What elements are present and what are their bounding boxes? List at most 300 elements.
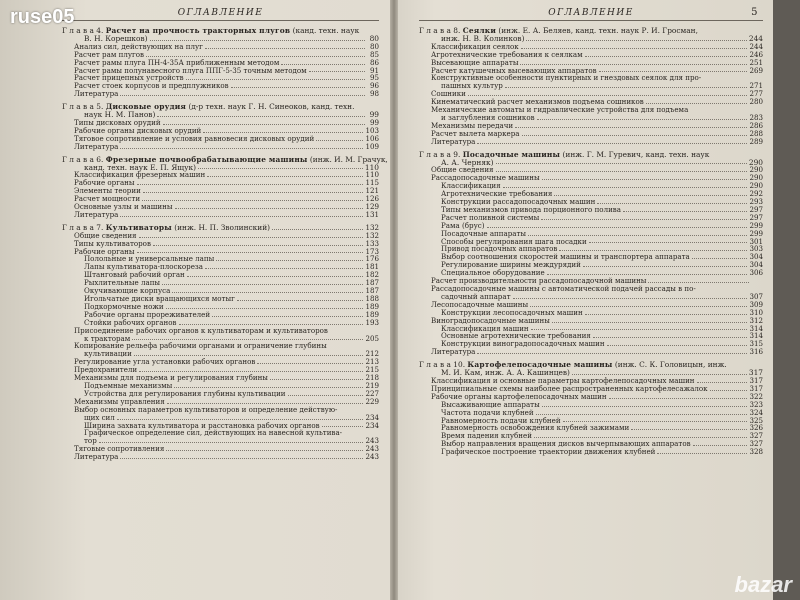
toc-entry [62, 453, 379, 461]
dot-leader [257, 363, 363, 364]
toc-entry-page: 234 [365, 420, 379, 430]
chapter-label: Г л а в а 8. [419, 26, 461, 35]
toc-entry-page: 109 [365, 141, 379, 151]
toc-entry-page: 328 [749, 447, 763, 457]
chapter-label: Г л а в а 4. [62, 26, 104, 35]
toc-entry-cont-page: 307 [749, 291, 763, 301]
toc-entry-page: 133 [365, 238, 379, 248]
toc-entry-page: 243 [365, 452, 379, 462]
chapter-title: Картофелепосадочные машины [467, 360, 613, 370]
toc-entry-text: Штанговый рабочий орган [84, 270, 185, 280]
toc-entry-page: 189 [365, 309, 379, 319]
chapter-authors-cont-text: наук Н. М. Панов) [84, 110, 156, 120]
toc-entry-text: Специальное оборудование [441, 268, 545, 278]
chapter-title: Дисковые орудия [105, 102, 187, 112]
dot-leader [496, 163, 747, 164]
dot-leader [186, 79, 365, 80]
toc-entry-page: 289 [749, 136, 763, 146]
chapter-page: 317 [748, 368, 763, 378]
toc-entry-text: Механизмы передачи [431, 120, 514, 130]
toc-entry-page: 213 [365, 357, 379, 367]
toc-entry-page: 324 [749, 407, 763, 417]
dot-leader [179, 324, 364, 325]
toc-entry [62, 90, 379, 98]
dot-leader [648, 282, 749, 283]
toc-entry-page: 314 [749, 323, 763, 333]
toc-entry-text: Выбор соотношения скоростей машины и транспортера аппарата [441, 252, 690, 262]
chapter-authors-cont-text: инж. Н. В. Колинков) [441, 33, 525, 43]
dot-leader [207, 176, 363, 177]
toc-entry-text: Графическое построение траектории движения клубней [441, 447, 656, 457]
toc-entry-text: Кинематический расчет механизмов подъема сошников [431, 97, 644, 107]
dot-leader [526, 40, 746, 41]
left-page [0, 0, 393, 600]
dot-leader [563, 421, 748, 422]
toc-entry-text: Классификация сеялок [431, 41, 519, 51]
dot-leader [162, 284, 363, 285]
toc-entry-text: Графическое определение сил, действующих на навесной культива- [84, 428, 343, 438]
dot-leader [143, 192, 364, 193]
toc-entry-cont-page: 283 [749, 112, 763, 122]
toc-entry-page: 269 [749, 65, 763, 75]
toc-entry-page: 251 [749, 57, 763, 67]
dot-leader [542, 179, 748, 180]
toc-entry-text: Расчет поливной системы [441, 212, 540, 222]
toc-entry-page: 304 [749, 252, 763, 262]
toc-entry-text: Классификация фрезерных машин [74, 170, 206, 180]
toc-entry-text: Ширина захвата культиватора и расстановка рабочих органов [84, 420, 320, 430]
toc-entry-text: Рабочие органы [74, 178, 135, 188]
dot-leader [583, 266, 748, 267]
dot-leader [589, 242, 748, 243]
dot-leader [139, 237, 364, 238]
toc-entry-page: 316 [749, 347, 763, 357]
dot-leader [597, 203, 747, 204]
toc-entry-page: 297 [749, 212, 763, 222]
chapter-page: 290 [748, 157, 763, 167]
toc-entry-text: Регулирование ширины междурядий [441, 260, 581, 270]
toc-entry-page: 322 [749, 391, 763, 401]
dot-leader [142, 200, 363, 201]
dot-leader [216, 260, 363, 261]
toc-entry-text: Классификация и основные параметры картофелепосадочных машин [431, 375, 695, 385]
toc-entry-text: Устройства для регулирования глубины культивации [84, 388, 286, 398]
toc-entry-page: 299 [749, 220, 763, 230]
dot-leader [205, 268, 363, 269]
dot-leader [134, 355, 364, 356]
toc-entry-text: Привод посадочных аппаратов [441, 244, 558, 254]
dot-leader [316, 140, 363, 141]
book-edge [773, 0, 800, 600]
toc-entry-text: Типы дисковых орудий [74, 117, 161, 127]
dot-leader [585, 56, 748, 57]
dot-leader [281, 64, 365, 65]
toc-entry-text: Элементы теории [74, 186, 141, 196]
dot-leader [646, 103, 748, 104]
dot-leader [657, 453, 747, 454]
watermark-bazar-logo: bazar [734, 572, 792, 597]
chapter-authors: (инж. Н. П. Зволинский) [174, 222, 271, 232]
toc-entry-cont-text: пашных культур [441, 81, 503, 91]
toc-entry-page: 309 [749, 299, 763, 309]
running-head-left [62, 8, 379, 21]
dot-leader [515, 127, 747, 128]
toc-entry-page: 290 [749, 165, 763, 175]
dot-leader [599, 71, 748, 72]
toc-entry-text: Классификация машин [441, 323, 529, 333]
dot-leader [163, 124, 365, 125]
toc-entry-text: Способы регулирования шага посадки [441, 236, 587, 246]
toc-entry-text: Сошники [431, 89, 466, 99]
toc-entry-text: Конструкции рассадопосадочных машин [441, 197, 596, 207]
dot-leader [270, 379, 363, 380]
dot-leader [175, 208, 364, 209]
toc-entry-page: 292 [749, 189, 763, 199]
toc-entry-text: Время падения клубней [441, 431, 532, 441]
toc-entry-page: 277 [749, 89, 763, 99]
toc-entry-text: Агротехнические требования к сеялкам [431, 49, 583, 59]
dot-leader [554, 195, 747, 196]
dot-leader [117, 419, 364, 420]
toc-entry-page: 317 [749, 383, 763, 393]
toc-entry [62, 143, 379, 151]
toc-entry-page: 215 [365, 365, 379, 375]
toc-entry-cont-text: щих сил [84, 412, 115, 422]
toc-entry-text: Расчет рам плугов [74, 49, 144, 59]
dot-leader [309, 71, 365, 72]
toc-entry-page: 80 [369, 41, 379, 51]
dot-leader [272, 229, 363, 230]
toc-left [62, 26, 388, 462]
dot-leader [505, 87, 748, 88]
toc-entry-text: Расчет мощности [74, 194, 141, 204]
dot-leader [468, 95, 748, 96]
toc-entry-page: 312 [749, 315, 763, 325]
dot-leader [552, 322, 748, 323]
toc-entry-text: Литература [431, 347, 476, 357]
dot-leader [623, 211, 747, 212]
toc-entry [419, 138, 763, 146]
dot-leader [477, 143, 747, 144]
chapter-page: 110 [364, 162, 379, 172]
dot-leader [522, 135, 748, 136]
chapter-authors: (инж. Г. М. Гуревич, канд. техн. наук [562, 149, 710, 159]
dot-leader [547, 274, 748, 275]
toc-entry-page: 85 [369, 49, 379, 59]
dot-leader [631, 429, 747, 430]
dot-leader [99, 442, 364, 443]
dot-leader [198, 168, 363, 169]
toc-entry-page: 121 [365, 186, 379, 196]
dot-leader [537, 119, 748, 120]
dot-leader [132, 339, 363, 340]
toc-entry-text: Лапы культиватора-плоскореза [84, 262, 204, 272]
toc-entry-text: Расчет вылета маркера [431, 128, 520, 138]
toc-entry-text: Рабочие органы [74, 246, 135, 256]
dot-leader [710, 390, 748, 391]
toc-entry-page: 129 [365, 202, 379, 212]
dot-leader [157, 116, 365, 117]
toc-entry [419, 448, 763, 456]
dot-leader [528, 235, 747, 236]
chapter-label: Г л а в а 5. [62, 102, 104, 112]
dot-leader [697, 382, 748, 383]
toc-entry-page: 243 [365, 444, 379, 454]
chapter-title: Сеялки [462, 26, 497, 35]
chapter-authors: (инж. С. К. Головицын, инж. [614, 360, 727, 370]
dot-leader [212, 316, 363, 317]
toc-entry-page: 299 [749, 228, 763, 238]
toc-entry-page: 286 [749, 120, 763, 130]
running-head-right [419, 8, 763, 21]
toc-entry-page: 98 [369, 89, 379, 99]
toc-entry-text: Полольные и универсальные лапы [84, 254, 215, 264]
toc-entry-page: 327 [749, 431, 763, 441]
toc-entry-page: 326 [749, 423, 763, 433]
toc-entry [62, 429, 379, 437]
dot-leader [609, 398, 748, 399]
dot-leader [203, 132, 363, 133]
toc-entry-text: Типы механизмов привода порционного полива [441, 204, 622, 214]
toc-entry-page: 219 [365, 380, 379, 390]
dot-leader [530, 306, 747, 307]
toc-entry-text: Литература [74, 89, 119, 99]
toc-entry [419, 348, 763, 356]
dot-leader [205, 48, 365, 49]
toc-entry-text: Типы культиваторов [74, 238, 151, 248]
toc-entry-text: Расчет рамы плуга ПН-4-35А приближенным методом [74, 57, 280, 67]
dot-leader [146, 56, 365, 57]
toc-entry-text: Регулирование угла установки рабочих органов [74, 357, 256, 367]
dot-leader [322, 426, 364, 427]
dot-leader [503, 187, 748, 188]
toc-entry-text: Подъемные механизмы [84, 380, 173, 390]
chapter-title: Фрезерные почвообрабатывающие машины [105, 154, 308, 164]
right-page [397, 0, 773, 600]
dot-leader [693, 445, 748, 446]
toc-entry-page: 106 [365, 133, 379, 143]
toc-entry-page: 132 [365, 230, 379, 240]
toc-entry-text: Выбор основных параметров культиваторов и определение действую- [74, 404, 338, 414]
toc-entry-text: Игольчатые диски вращающихся мотыг [84, 294, 235, 303]
toc-entry-text: Посадочные аппараты [441, 228, 527, 238]
toc-entry-page: 303 [749, 244, 763, 254]
toc-entry-cont-text: тор [84, 436, 97, 446]
dot-leader [153, 245, 364, 246]
chapter-title: Культиваторы [105, 222, 172, 232]
toc-entry-cont-page: 243 [365, 436, 379, 446]
dot-leader [120, 95, 365, 96]
book-gutter [390, 0, 398, 600]
dot-leader [187, 276, 364, 277]
toc-entry-page: 327 [749, 439, 763, 449]
toc-entry-text: Агротехнические требования [441, 189, 553, 199]
toc-entry-page: 86 [369, 57, 379, 67]
toc-entry-text: Классификация [441, 181, 501, 191]
toc-entry-page: 131 [365, 209, 379, 219]
chapter-page: 80 [369, 33, 379, 43]
toc-entry-text: Литература [74, 141, 119, 151]
chapter-authors-cont-text: М. И. Кам, инж. А. А. Кашинцев) [441, 368, 570, 378]
toc-entry-cont-page: 234 [365, 412, 379, 422]
chapter-page: 99 [369, 110, 379, 120]
chapter-label: Г л а в а 10. [419, 360, 466, 370]
dot-leader [167, 403, 364, 404]
toc-entry-text: Присоединение рабочих органов к культиваторам и культиваторов [74, 325, 328, 335]
dot-leader [288, 395, 364, 396]
toc-entry-page: 115 [365, 178, 379, 188]
toc-entry-text: Механизмы для подъема и регулирования глубины [74, 373, 268, 383]
toc-entry-text: Конструкции лесопосадочных машин [441, 307, 583, 317]
dot-leader [166, 308, 364, 309]
toc-entry-page: 182 [365, 270, 379, 280]
toc-entry-text: Стойки рабочих органов [84, 317, 177, 327]
dot-leader [120, 148, 363, 149]
toc-entry-page: 290 [749, 173, 763, 183]
chapter-title: Расчет на прочность тракторных плугов [105, 26, 291, 35]
toc-entry-text: Предохранители [74, 365, 138, 375]
toc-entry-text: Окучивающие корпуса [84, 286, 171, 296]
toc-entry-text: Расчет рамы полунавесного плуга ППГ-5-35 точным методом [74, 65, 307, 75]
dot-leader [531, 329, 748, 330]
toc-entry-text: Литература [74, 452, 119, 462]
toc-entry-page: 323 [749, 399, 763, 409]
toc-entry-text: Рабочие органы прореживателей [84, 309, 211, 319]
toc-entry-text: Равномерность подачи клубней [441, 415, 561, 425]
toc-entry-page: 126 [365, 194, 379, 204]
dot-leader [174, 387, 363, 388]
toc-entry-page: 301 [749, 236, 763, 246]
toc-entry-text: Литература [74, 209, 119, 219]
toc-entry-text: Конструкции виноградопосадочных машин [441, 339, 605, 349]
dot-leader [607, 345, 748, 346]
toc-entry-cont-text: и заглубления сошников [441, 112, 535, 122]
toc-entry-text: Расчет катушечных высевающих аппаратов [431, 65, 597, 75]
toc-entry-page: 315 [749, 339, 763, 349]
toc-entry-text: Рыхлительные лапы [84, 278, 161, 288]
toc-entry-text: Лесопосадочные машины [431, 299, 529, 309]
toc-entry-text: Механизмы управления [74, 396, 165, 406]
toc-entry-text: Рабочие органы дисковых орудий [74, 125, 202, 135]
toc-entry-cont-text: садочный аппарат [441, 291, 511, 301]
toc-entry-page: 103 [365, 125, 379, 135]
toc-entry-text: Рассадопосадочные машины [431, 173, 540, 183]
toc-entry-cont-page: 212 [365, 349, 379, 359]
dot-leader [487, 227, 748, 228]
toc-entry-page: 181 [365, 262, 379, 272]
chapter-authors: (канд. техн. наук [292, 26, 360, 35]
chapter-authors-cont-text: А. А. Черняк) [441, 157, 494, 167]
toc-entry-page: 187 [365, 286, 379, 296]
toc-entry-page: 280 [749, 97, 763, 107]
dot-leader [585, 314, 748, 315]
watermark-logo: ruse05 [10, 6, 75, 28]
toc-entry-text: Тяговые сопротивления [74, 444, 165, 454]
dot-leader [172, 292, 363, 293]
toc-entry-page: 96 [369, 81, 379, 91]
toc-entry-page: 95 [369, 73, 379, 83]
toc-entry-text: Рабочие органы картофелепосадочных машин [431, 391, 607, 401]
toc-entry-page: 99 [369, 117, 379, 127]
toc-entry-cont-text: культивации [84, 349, 132, 359]
toc-entry-page: 189 [365, 301, 379, 311]
chapter-label: Г л а в а 6. [62, 154, 104, 164]
toc-entry-text: Высевающие аппараты [431, 57, 519, 67]
toc-entry-text: Подкормочные ножи [84, 301, 164, 311]
toc-entry-cont-page: 205 [365, 333, 379, 343]
dot-leader [513, 298, 748, 299]
toc-right [419, 27, 763, 456]
running-head-title: ОГЛАВЛЕНИЕ [548, 8, 634, 18]
toc-entry-page: 325 [749, 415, 763, 425]
toc-entry-page: 193 [365, 317, 379, 327]
toc-entry-page: 317 [749, 375, 763, 385]
dot-leader [120, 216, 363, 217]
toc-entry-text: Частота подачи клубней [441, 407, 534, 417]
toc-entry-text: Основные узлы и машины [74, 202, 173, 212]
dot-leader [231, 87, 365, 88]
dot-leader [237, 300, 364, 301]
toc-entry-page: 244 [749, 41, 763, 51]
dot-leader [150, 40, 365, 41]
dot-leader [593, 337, 748, 338]
dot-leader [520, 64, 747, 65]
toc-entry-text: Рассадопосадочные машины с автоматической подачей рассады в по- [431, 284, 696, 293]
toc-entry-page: 187 [365, 278, 379, 288]
toc-entry-page: 304 [749, 260, 763, 270]
toc-entry-cont-page: 271 [749, 81, 763, 91]
toc-entry-text: Расчет прицепных устройств [74, 73, 184, 83]
toc-entry-page: 293 [749, 197, 763, 207]
toc-entry-text: Общие сведения [431, 165, 494, 175]
toc-entry-page: 91 [369, 65, 379, 75]
dot-leader [166, 450, 363, 451]
chapter-label: Г л а в а 9. [419, 149, 461, 159]
toc-entry-text: Выбор направления вращения дисков вычерпывающих аппаратов [441, 439, 691, 449]
toc-entry-cont [419, 82, 763, 90]
toc-entry-text: Высаживающие аппараты [441, 399, 540, 409]
dot-leader [521, 48, 748, 49]
dot-leader [536, 414, 748, 415]
toc-entry-text: Копирование рельефа рабочими органами и ограничение глубины [74, 341, 327, 351]
toc-entry-text: Общие сведения [74, 230, 137, 240]
toc-entry-page: 176 [365, 254, 379, 264]
chapter-authors-cont-text: канд. техн. наук Е. П. Ящук) [84, 162, 197, 172]
chapter-page: 244 [748, 33, 763, 43]
toc-entry-text: Виноградопосадочные машины [431, 315, 550, 325]
toc-entry-page: 218 [365, 373, 379, 383]
dot-leader [534, 437, 748, 438]
toc-entry-page: 290 [749, 181, 763, 191]
toc-entry [62, 211, 379, 219]
page-number: 5 [751, 7, 759, 18]
toc-entry-page: 310 [749, 307, 763, 317]
dot-leader [559, 250, 747, 251]
chapter-authors: (инж. Е. А. Беляев, канд. техн. наук Р. И. Гросман, [498, 26, 698, 35]
dot-leader [692, 258, 748, 259]
chapter-authors-cont-text: В. Н. Корешков) [84, 33, 148, 43]
dot-leader [137, 252, 364, 253]
toc-entry-text: Конструктивные особенности пунктирных и гнездовых сеялок для про- [431, 73, 702, 83]
running-head-title: ОГЛАВЛЕНИЕ [177, 8, 264, 18]
toc-entry-text: Равномерность освобождения клубней зажимами [441, 423, 630, 433]
toc-entry-page: 227 [365, 388, 379, 398]
toc-entry-text: Анализ сил, действующих на плуг [74, 41, 203, 51]
toc-entry-text: Литература [431, 136, 476, 146]
toc-entry-text: Основные агротехнические требования [441, 331, 591, 341]
dot-leader [572, 374, 747, 375]
dot-leader [496, 171, 748, 172]
